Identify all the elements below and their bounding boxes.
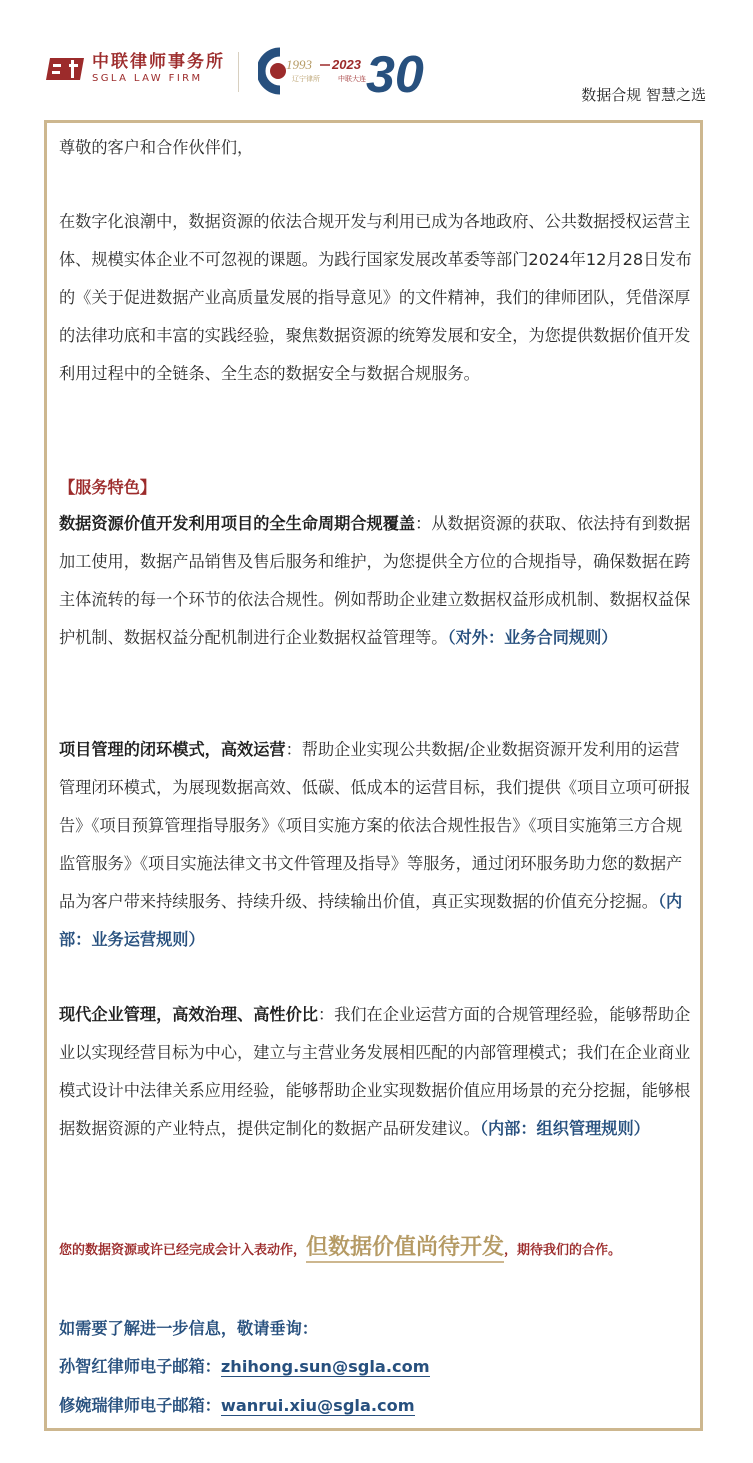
contact-2 — [59, 1387, 415, 1425]
feature-3-tag: （内部：组织管理规则） — [479, 1119, 650, 1138]
anniversary-logo — [258, 44, 438, 98]
feature-2-tag: （内部：业务运营规则） — [59, 892, 683, 949]
intro-paragraph: 在数字化浪潮中，数据资源的依法合规开发与利用已成为各地政府、公共数据授权运营主体、规模实体企业不可忽视的课题。为践行国家发展改革委等部门2024年12月28日发布的《关于促进数据产业高质量发展的指导意见》的文件精神，我们的律师团队，凭借深厚的法律功底和丰富的实践经验，聚焦数据资源的统筹发展和安全，为您提供数据价值开发利用过程中的全链条、全生态的数据安全与数据合规服务。 — [59, 212, 692, 383]
contact-2-email-link[interactable]: wanrui.xiu@sgla.com — [220, 1396, 415, 1415]
feature-2 — [59, 731, 695, 959]
anniversary-small-text: 辽宁律所 — [292, 75, 320, 83]
anniversary-small-text-2: 中联大连 — [338, 75, 366, 83]
anniversary-number: 30 — [366, 46, 424, 98]
feature-3 — [59, 996, 695, 1148]
contact-1-email-link[interactable]: zhihong.sun@sgla.com — [220, 1357, 430, 1376]
firm-logo-icon — [46, 54, 84, 84]
contact-title: 如需要了解进一步信息，敬请垂询： — [59, 1319, 318, 1338]
feature-1-title: 数据资源价值开发利用项目的全生命周期合规覆盖 — [59, 514, 416, 533]
value-note-post: ，期待我们的合作。 — [504, 1243, 622, 1258]
slogan: 数据合规 智慧之选 — [581, 86, 706, 104]
contact-2-label: 修婉瑞律师电子邮箱： — [59, 1396, 221, 1415]
value-note — [59, 1229, 695, 1270]
feature-2-body: ：帮助企业实现公共数据/企业数据资源开发利用的运营管理闭环模式，为展现数据高效、低碳、低成本的运营目标，我们提供《项目立项可研报告》《项目预算管理指导服务》《项目实施方案的依法合规性报告》《项目实施第三方合规监管服务》《项目实施法律文书文件管理及指导》等服务，通过闭环服务助力您的数据产品为客户带来持续服务、持续升级、持续输出价值，真正实现数据的价值充分挖掘。 — [59, 740, 691, 911]
contact-1 — [59, 1348, 430, 1386]
contact-1-label: 孙智红律师电子邮箱： — [59, 1357, 221, 1376]
value-note-pre: 您的数据资源或许已经完成会计入表动作， — [59, 1243, 307, 1258]
firm-logo — [46, 52, 225, 85]
value-note-highlight: 但数据价值尚待开发 — [306, 1235, 504, 1263]
page-header — [0, 0, 753, 118]
feature-1-body: ：从数据资源的获取、依法持有到数据加工使用，数据产品销售及售后服务和维护，为您提供全方位的合规指导，确保数据在跨主体流转的每一个环节的依法合规性。例如帮助企业建立数据权益形成机制、数据权益保护机制、数据权益分配机制进行企业数据权益管理等。 — [59, 514, 691, 647]
feature-1-tag: （对外：业务合同规则） — [447, 628, 618, 647]
feature-1 — [59, 505, 695, 657]
feature-3-title: 现代企业管理，高效治理、高性价比 — [59, 1005, 318, 1024]
section-title: 【服务特色】 — [59, 478, 157, 497]
anniversary-start: 1993 — [286, 57, 312, 72]
feature-2-title: 项目管理的闭环模式，高效运营 — [59, 740, 286, 759]
greeting: 尊敬的客户和合作伙伴们， — [59, 138, 254, 157]
feature-3-body: ：我们在企业运营方面的合规管理经验，能够帮助企业以实现经营目标为中心，建立与主营业务发展相匹配的内部管理模式；我们在企业商业模式设计中法律关系应用经验，能够帮助企业实现数据价值应用场景的充分挖掘，能够根据数据资源的产业特点，提供定制化的数据产品研发建议。 — [59, 1005, 691, 1138]
firm-name-cn: 中联律师事务所 — [92, 52, 225, 72]
header-divider — [238, 52, 239, 92]
anniversary-end: 2023 — [332, 57, 361, 72]
firm-name-en: SGLA LAW FIRM — [92, 73, 203, 84]
